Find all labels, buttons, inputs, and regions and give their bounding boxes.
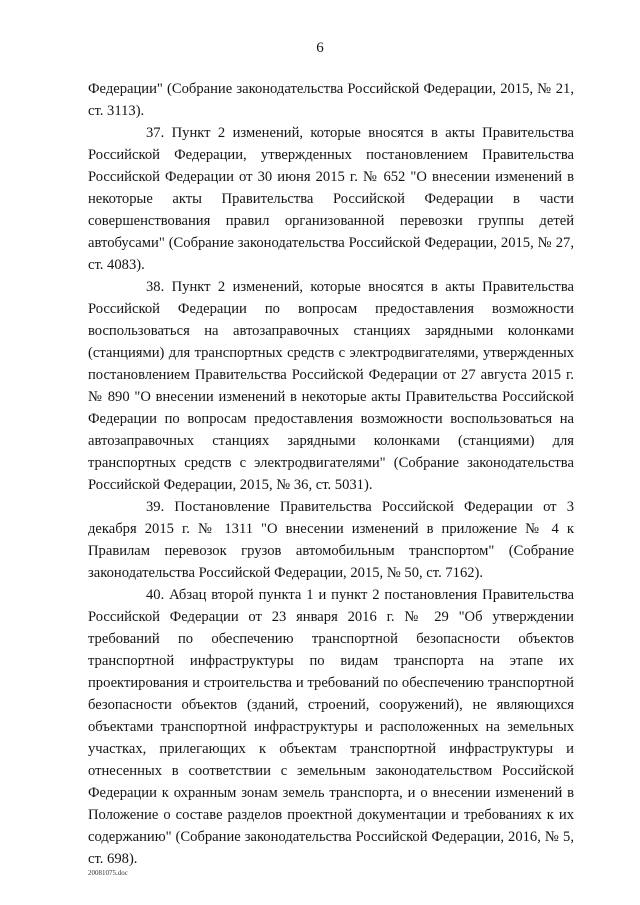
paragraph-item-38: 38. Пункт 2 изменений, которые вносятся в акты Правительства Российской Федерации по вопросам предоставления возможности воспользоваться на автозаправочных станциях зарядными колонками (станциями) для транспортных средств с электродвигателями, утвержденных постановлением Правительства Российской Федерации от 27 августа 2015 г. № 890 "О внесении изменений в некоторые акты Правительства Российской Федерации по вопросам предоставления возможности воспользоваться на автозаправочных станциях зарядными колонками (станциями) для транспортных средств с электродвигателями" (Собрание законодательства Российской Федерации, 2015, № 36, ст. 5031). <box>88 279 574 493</box>
page-number: 6 <box>316 40 324 56</box>
paragraph-continuation: Федерации" (Собрание законодательства Российской Федерации, 2015, № 21, ст. 3113). <box>88 81 574 119</box>
paragraph-item-39: 39. Постановление Правительства Российской Федерации от 3 декабря 2015 г. № 1311 "О внесении изменений в приложение № 4 к Правилам перевозок грузов автомобильным транспортом" (Собрание законодательства Российской Федерации, 2015, № 50, ст. 7162). <box>88 499 574 581</box>
paragraph-item-40: 40. Абзац второй пункта 1 и пункт 2 постановления Правительства Российской Федерации от 23 января 2016 г. № 29 "Об утверждении требований по обеспечению транспортной безопасности объектов транспортной инфраструктуры по видам транспорта на этапе их проектирования и строительства и требований по обеспечению транспортной безопасности объектов (зданий, строений, сооружений), не являющихся объектами транспортной инфраструктуры и расположенных на земельных участках, прилегающих к объектам транспортной инфраструктуры и отнесенных в соответствии с земельным законодательством Российской Федерации к охранным зонам земель транспорта, и о внесении изменений в Положение о составе разделов проектной документации и требованиях к их содержанию" (Собрание законодательства Российской Федерации, 2016, № 5, ст. 698). <box>88 587 574 867</box>
footer-file-name: 20081075.doc <box>88 869 128 877</box>
paragraph-item-37: 37. Пункт 2 изменений, которые вносятся в акты Правительства Российской Федерации, утвержденных постановлением Правительства Российской Федерации от 30 июня 2015 г. № 652 "О внесении изменений в некоторые акты Правительства Российской Федерации в части совершенствования правил организованной перевозки группы детей автобусами" (Собрание законодательства Российской Федерации, 2015, № 27, ст. 4083). <box>88 125 574 273</box>
document-body <box>88 78 574 870</box>
